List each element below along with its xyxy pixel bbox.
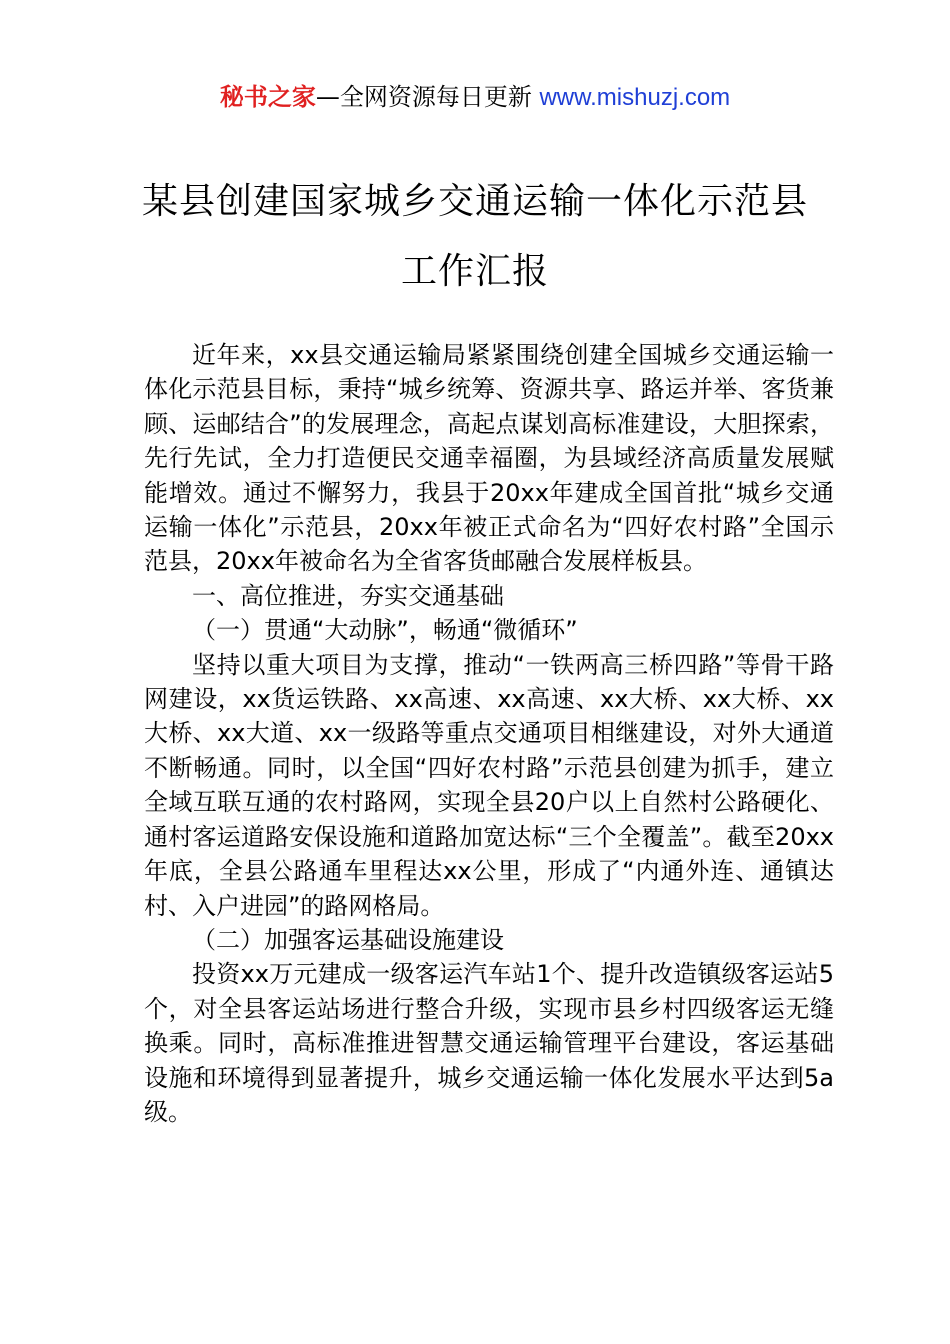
subsection-heading-2: （二）加强客运基础设施建设 bbox=[192, 925, 504, 954]
subsection-body-2: 投资xx万元建成一级客运汽车站1个、提升改造镇级客运站5个，对全县客运站场进行整合升级，实现市县乡村四级客运无缝换乘。同时，高标准推进智慧交通运输管理平台建设，客运基础设施和环境得到显著提升，城乡交通运输一体化发展水平达到5a级。 bbox=[144, 960, 834, 1126]
subsection-heading-1: （一）贯通“大动脉”，畅通“微循环” bbox=[192, 616, 578, 645]
site-name: 秘书之家 bbox=[219, 83, 316, 111]
document-body bbox=[144, 338, 834, 1129]
site-url-link[interactable]: www.mishuzj.com bbox=[539, 84, 731, 111]
subsection-body-1: 坚持以重大项目为支撑，推动“一铁两高三桥四路”等骨干路网建设，xx货运铁路、xx高速、xx高速、xx大桥、xx大桥、xx大桥、xx大道、xx一级路等重点交通项目相继建设，对外大通道不断畅通。同时，以全国“四好农村路”示范县创建为抓手，建立全域互联互通的农村路网，实现全县20户以上自然村公路硬化、通村客运道路安保设施和道路加宽达标“三个全覆盖”。截至20xx年底，全县公路通车里程达xx公里，形成了“内通外连、通镇达村、入户进园”的路网格局。 bbox=[144, 650, 834, 920]
document-title-line-1: 某县创建国家城乡交通运输一体化示范县 bbox=[141, 181, 808, 222]
intro-paragraph: 近年来，xx县交通运输局紧紧围绕创建全国城乡交通运输一体化示范县目标，秉持“城乡统筹、资源共享、路运并举、客货兼顾、运邮结合”的发展理念，高起点谋划高标准建设，大胆探索，先行先试，全力打造便民交通幸福圈，为县域经济高质量发展赋能增效。通过不懈努力，我县于20xx年建成全国首批“城乡交通运输一体化”示范县，20xx年被正式命名为“四好农村路”全国示范县，20xx年被命名为全省客货邮融合发展样板县。 bbox=[144, 341, 834, 576]
section-heading-1: 一、高位推进，夯实交通基础 bbox=[192, 581, 504, 610]
site-header bbox=[0, 80, 950, 115]
document-title-line-2: 工作汇报 bbox=[400, 251, 549, 292]
site-tagline: —全网资源每日更新 bbox=[315, 83, 540, 111]
